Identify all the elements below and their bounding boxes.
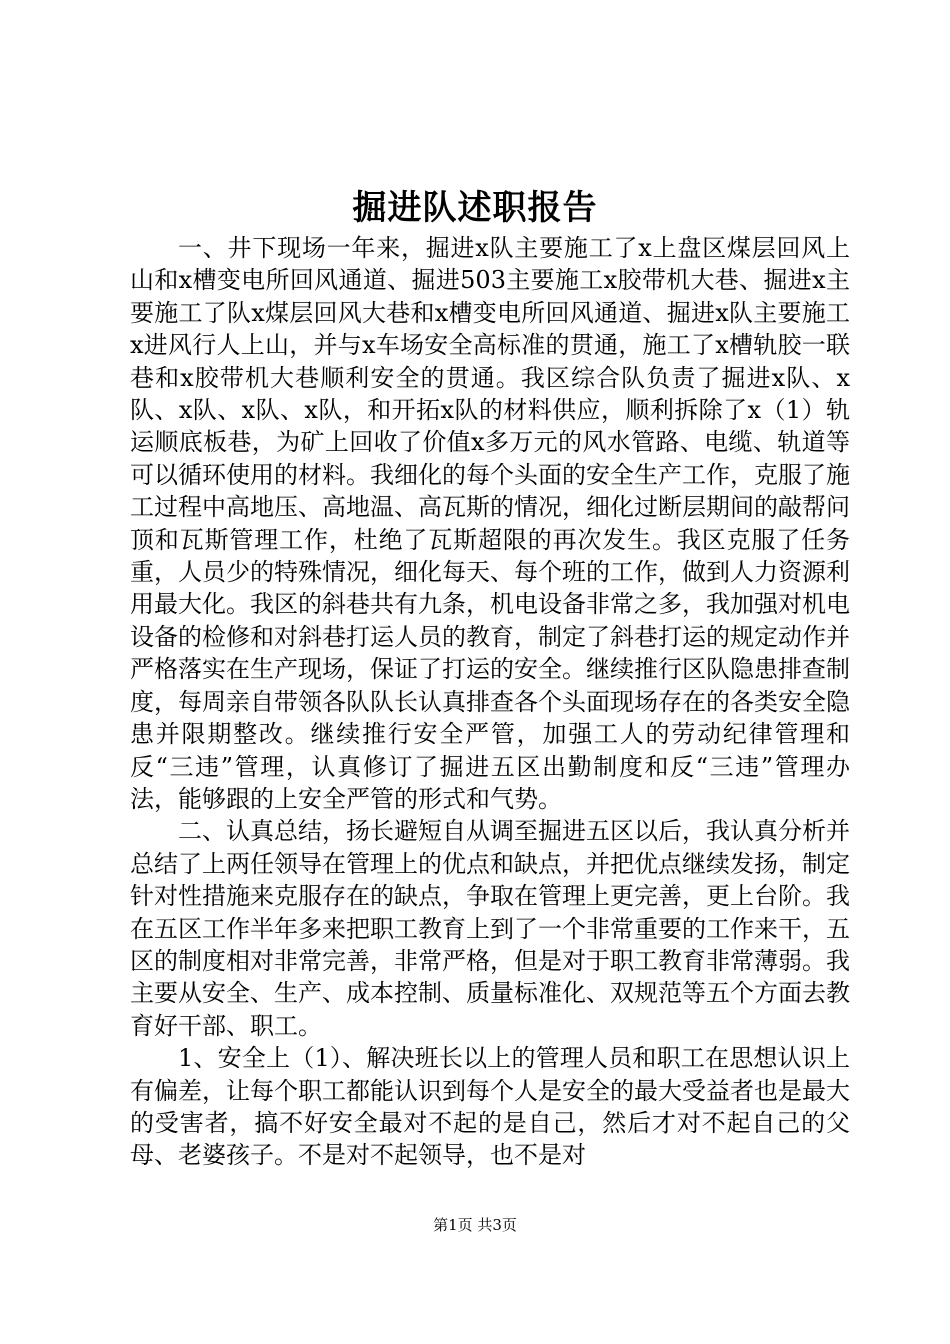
- paragraph-1: 一、井下现场一年来，掘进x队主要施工了x上盘区煤层回风上山和x槽变电所回风通道、掘进503主要施工x胶带机大巷、掘进x主要施工了队x煤层回风大巷和x槽变电所回风通道、掘进x队主要施工x进风行人上山，并与x车场安全高标准的贯通，施工了x槽轨胶一联巷和x胶带机大巷顺利安全的贯通。我区综合队负责了掘进x队、x队、x队、x队、x队，和开拓x队的材料供应，顺利拆除了x（1）轨运顺底板巷，为矿上回收了价值x多万元的风水管路、电缆、轨道等可以循环使用的材料。我细化的每个头面的安全生产工作，克服了施工过程中高地压、高地温、高瓦斯的情况，细化过断层期间的敲帮问顶和瓦斯管理工作，杜绝了瓦斯超限的再次发生。我区克服了任务重，人员少的特殊情况，细化每天、每个班的工作，做到人力资源利用最大化。我区的斜巷共有九条，机电设备非常之多，我加强对机电设备的检修和对斜巷打运人员的教育，制定了斜巷打运的规定动作并严格落实在生产现场，保证了打运的安全。继续推行区队隐患排查制度，每周亲自带领各队队长认真排查各个头面现场存在的各类安全隐患并限期整改。继续推行安全严管，加强工人的劳动纪律管理和反“三违”管理，认真修订了掘进五区出勤制度和反“三违”管理办法，能够跟的上安全严管的形式和气势。: [130, 234, 850, 813]
- paragraph-2: 二、认真总结，扬长避短自从调至掘进五区以后，我认真分析并总结了上两任领导在管理上的优点和缺点，并把优点继续发扬，制定针对性措施来克服存在的缺点，争取在管理上更完善，更上台阶。我在五区工作半年多来把职工教育上到了一个非常重要的工作来干，五区的制度相对非常完善，非常严格，但是对于职工教育非常薄弱。我主要从安全、生产、成本控制、质量标准化、双规范等五个方面去教育好干部、职工。: [130, 817, 850, 1040]
- paragraph-3: 1、安全上（1）、解决班长以上的管理人员和职工在思想认识上有偏差，让每个职工都能认识到每个人是安全的最大受益者也是最大的受害者，搞不好安全最对不起的是自己，然后才对不起自己的父母、老婆孩子。不是对不起领导，也不是对: [130, 1044, 850, 1170]
- page-number-label: 第1页 共3页: [433, 1216, 517, 1234]
- document-body: [130, 232, 850, 1172]
- page-footer: [0, 1213, 950, 1237]
- document-title: 掘进队述职报告: [352, 188, 598, 228]
